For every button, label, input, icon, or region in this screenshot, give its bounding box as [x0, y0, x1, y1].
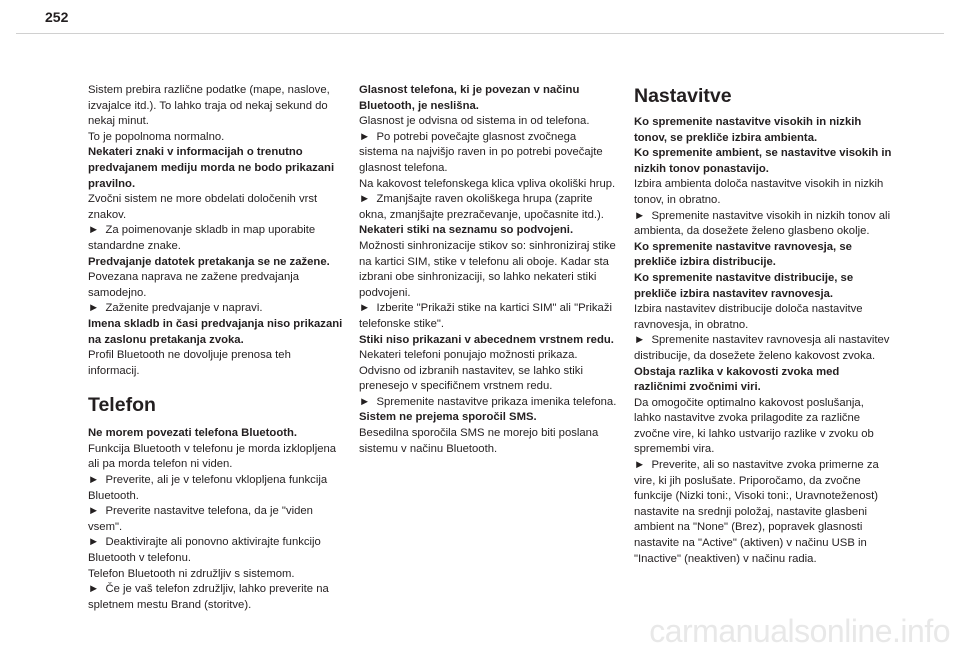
column-2 [359, 83, 617, 457]
paragraph: Glasnost je odvisna od sistema in od telefona. [359, 115, 590, 128]
question-heading: Obstaja razlika v kakovosti zvoka med različnimi zvočnimi viri. [634, 365, 840, 394]
paragraph: Telefon Bluetooth ni združljiv s sistemom. [88, 567, 295, 580]
action-bullet: ► Spremenite nastavitve prikaza imenika telefona. [359, 395, 617, 411]
paragraph: To je popolnoma normalno. [88, 130, 225, 143]
paragraph: Možnosti sinhronizacije stikov so: sinhroniziraj stike na kartici SIM, stike v telefonu ali oboje. Kadar sta izbrani obe sinhronizaciji, so lahko nekateri stiki podvojeni. [359, 239, 616, 299]
question-heading: Stiki niso prikazani v abecednem vrstnem redu. [359, 333, 614, 346]
question-heading: Nekateri znaki v informacijah o trenutno predvajanem mediju morda ne bodo prikazani pravilno. [88, 146, 335, 190]
question-heading: Nekateri stiki na seznamu so podvojeni. [359, 224, 574, 237]
paragraph: Nekateri telefoni ponujajo možnosti prikaza. Odvisno od izbranih nastavitev, se lahko stiki prenesejo v specifičnem vrstnem redu. [359, 349, 583, 393]
action-bullet: ► Zmanjšajte raven okoliškega hrupa (zaprite okna, zmanjšajte prezračevanje, upočasnite itd.). [359, 192, 617, 223]
column-1-blocks-2 [88, 426, 343, 613]
section-heading-telefon: Telefon [88, 394, 156, 417]
question-heading: Ko spremenite nastavitve ravnovesja, se prekliče izbira distribucije. [634, 240, 852, 269]
top-divider [16, 33, 944, 34]
watermark: carmanualsonline.info [649, 613, 950, 649]
action-bullet: ► Za poimenovanje skladb in map uporabite standardne znake. [88, 223, 343, 254]
page-number: 252 [45, 9, 69, 25]
paragraph: Profil Bluetooth ne dovoljuje prenosa teh informacij. [88, 349, 291, 377]
column-3 [634, 85, 892, 567]
action-bullet: ► Zaženite predvajanje v napravi. [88, 301, 343, 317]
action-bullet: ► Preverite, ali je v telefonu vklopljena funkcija Bluetooth. [88, 473, 343, 504]
action-bullet: ► Deaktivirajte ali ponovno aktivirajte funkcijo Bluetooth v telefonu. [88, 535, 343, 566]
section-heading-nastavitve: Nastavitve [634, 85, 732, 107]
paragraph: Zvočni sistem ne more obdelati določenih vrst znakov. [88, 193, 318, 221]
paragraph: Funkcija Bluetooth v telefonu je morda izklopljena ali pa morda telefon ni viden. [88, 442, 337, 471]
column-1 [88, 83, 343, 613]
question-heading: Ne morem povezati telefona Bluetooth. [88, 427, 298, 440]
column-1-blocks [88, 83, 343, 379]
column-3-blocks [634, 115, 892, 567]
paragraph: Besedilna sporočila SMS ne morejo biti poslana sistemu v načinu Bluetooth. [359, 427, 599, 455]
action-bullet: ► Preverite, ali so nastavitve zvoka primerne za vire, ki jih poslušate. Priporočamo, da zvočne funkcije (Nizki toni:, Visoki toni:, Uravnoteženost) nastavite na srednji položaj, nastavite glasbeni ambient na "None" (Brez), popravek glasnosti nastavite na "Active" (aktiven) v načinu USB in "Inactive" (neaktiven) v načinu radia. [634, 458, 892, 567]
action-bullet: ► Po potrebi povečajte glasnost zvočnega sistema na najvišjo raven in po potrebi povečajte glasnost telefona. [359, 130, 617, 177]
question-heading: Glasnost telefona, ki je povezan v načinu Bluetooth, je neslišna. [359, 84, 580, 112]
action-bullet: ► Spremenite nastavitev ravnovesja ali nastavitev distribucije, da dosežete želeno kakovost zvoka. [634, 333, 892, 364]
paragraph: Da omogočite optimalno kakovost poslušanja, lahko nastavitve zvoka prilagodite za različne zvočne vire, ki lahko ustvarijo razlike v zvoku ob spremembi vira. [634, 396, 874, 456]
paragraph: Izbira nastavitev distribucije določa nastavitve ravnovesja, in obratno. [634, 303, 863, 331]
question-heading: Predvajanje datotek pretakanja se ne zažene. [88, 255, 330, 268]
action-bullet: ► Preverite nastavitve telefona, da je "viden vsem". [88, 504, 343, 535]
question-heading: Ko spremenite nastavitve distribucije, se prekliče izbira nastavitev ravnovesja. [634, 271, 854, 300]
paragraph: Na kakovost telefonskega klica vpliva okoliški hrup. [359, 177, 616, 190]
paragraph: Povezana naprava ne zažene predvajanja samodejno. [88, 271, 300, 299]
column-2-blocks [359, 83, 617, 457]
action-bullet: ► Če je vaš telefon združljiv, lahko preverite na spletnem mestu Brand (storitve). [88, 582, 343, 613]
question-heading: Sistem ne prejema sporočil SMS. [359, 411, 537, 424]
question-heading: Ko spremenite nastavitve visokih in nizkih tonov, se prekliče izbira ambienta. [634, 116, 862, 144]
question-heading: Ko spremenite ambient, se nastavitve visokih in nizkih tonov ponastavijo. [634, 147, 892, 175]
question-heading: Imena skladb in časi predvajanja niso prikazani na zaslonu pretakanja zvoka. [88, 317, 343, 346]
action-bullet: ► Izberite "Prikaži stike na kartici SIM" ali "Prikaži telefonske stike". [359, 301, 617, 332]
paragraph: Sistem prebira različne podatke (mape, naslove, izvajalce itd.). To lahko traja od nekaj sekund do nekaj minut. [88, 84, 330, 128]
action-bullet: ► Spremenite nastavitve visokih in nizkih tonov ali ambienta, da dosežete želeno glasbeno okolje. [634, 209, 892, 240]
paragraph: Izbira ambienta določa nastavitve visokih in nizkih tonov, in obratno. [634, 178, 884, 206]
